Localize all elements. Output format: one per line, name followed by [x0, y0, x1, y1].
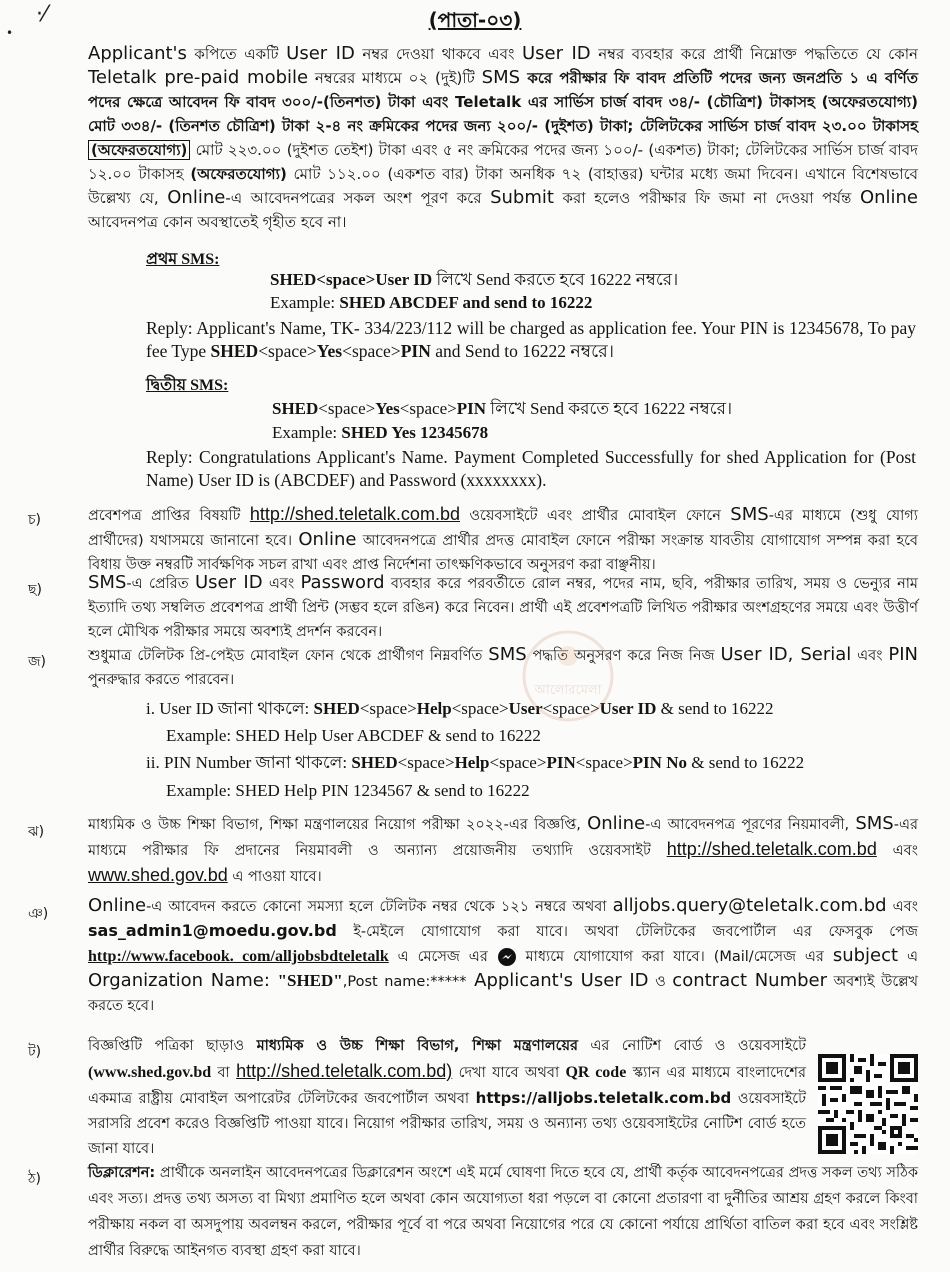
second-sms-example: Example: SHED Yes 12345678 [272, 423, 489, 442]
svg-text:আলোরমেলা: আলোরমেলা [534, 683, 602, 698]
first-sms-example: Example: SHED ABCDEF and send to 16222 [270, 293, 593, 312]
teletalk-link[interactable]: http://shed.teletalk.com.bd [249, 504, 460, 524]
teletalk-link[interactable]: http://shed.teletalk.com.bd) [236, 1061, 453, 1081]
non-refundable-box: (অফেরতযোগ্য) [88, 140, 190, 160]
email-link[interactable]: sas_admin1@moedu.gov.bd [88, 921, 337, 940]
alljobs-link[interactable]: https://alljobs.teletalk.com.bd [475, 1089, 732, 1107]
page-label: (পাতা-০৩) [428, 8, 522, 32]
section-websites: মাধ্যমিক ও উচ্চ শিক্ষা বিভাগ, শিক্ষা মন্ত্রণালয়ের নিয়োগ পরীক্ষা ২০২২-এর বিজ্ঞপ্তি, Online-এ আবেদনপত্র পূরণের নিয়মাবলী, SMS-এর মাধ্যমে পরীক্ষার ফি প্রদানের নিয়মাবলী ও অন্যান্য প্রয়োজনীয় তথ্যাদি ওয়েবসাইট http://shed.teletalk.com.bd এবং www.shed.gov.bd এ পাওয়া যাবে। [88, 813, 918, 885]
section-marker: ঠ) [28, 1171, 41, 1187]
section-qr-notice: বিজ্ঞপ্তিটি পত্রিকা ছাড়াও মাধ্যমিক ও উচ্চ শিক্ষা বিভাগ, শিক্ষা মন্ত্রণালয়ের এর নোটিশ বোর্ড ও ওয়েবসাইটে (www.shed.gov.bd বা http://shed.teletalk.com.bd) দেখা যাবে অথবা QR code স্ক্যান এর মাধ্যমে বাংলাদেশের একমাত্র রাষ্ট্রীয় মোবাইল অপারেটর টেলিটকের জবপোর্টাল অথবা https://alljobs.teletalk.com.bd ওয়েবসাইটে সরাসরি প্রবেশ করেও বিজ্ঞপ্তিটি পাওয়া যাবে। নিয়োগ পরীক্ষার তারিখ, সময় ও অন্যান্য তথ্য ওয়েবসাইটের নোটিশ বোর্ড হতে জানা যাবে। [88, 1038, 806, 1157]
scan-mark: ·⁄ [36, 2, 47, 27]
email-link[interactable]: alljobs.query@teletalk.com.bd [612, 895, 887, 916]
section-marker: ট) [28, 1044, 42, 1060]
recovery-user-id-line: i. User ID জানা থাকলে: SHED<space>Help<space>User<space>User ID & send to 16222 [146, 699, 774, 718]
teletalk-link[interactable]: http://shed.teletalk.com.bd [666, 839, 877, 859]
qr-code [818, 1054, 918, 1154]
second-sms-instruction: SHED<space>Yes<space>PIN লিখে Send করতে হবে 16222 নম্বরে। [272, 399, 733, 418]
watermark-logo [520, 628, 616, 724]
recovery-user-id-example: Example: SHED Help User ABCDEF & send to 16222 [166, 726, 541, 745]
scan-mark: • [6, 26, 14, 40]
messenger-icon [497, 947, 517, 967]
section-admit-card-notice: প্রবেশপত্র প্রাপ্তির বিষয়টি http://shed.teletalk.com.bd ওয়েবসাইটে এবং প্রার্থীর মোবাইল ফোনে SMS-এর মাধ্যমে (শুধু যোগ্য প্রার্থীদের) যথাসময়ে জানানো হবে। Online আবেদনপত্রে প্রার্থীর প্রদত্ত মোবাইল ফোনে পরীক্ষা সংক্রান্ত যাবতীয় যোগাযোগ সম্পন্ন করা হবে বিধায় উক্ত নম্বরটি সার্বক্ষণিক সচল রাখা এবং প্রাপ্ত নির্দেশনা তাৎক্ষণিকভাবে অনুসরণ করা বাঞ্ছনীয়। [88, 504, 918, 573]
section-marker: জ) [28, 654, 46, 670]
section-marker: ঝ) [28, 824, 45, 840]
recovery-pin-line: ii. PIN Number জানা থাকলে: SHED<space>Help<space>PIN<space>PIN No & send to 16222 [146, 753, 805, 772]
intro-paragraph: Applicant's কপিতে একটি User ID নম্বর দেওয়া থাকবে এবং User ID নম্বর ব্যবহার করে প্রার্থী নিম্নোক্ত পদ্ধতিতে যে কোন Teletalk pre-paid mobile নম্বরের মাধ্যমে ০২ (দুই)টি SMS করে পরীক্ষার ফি বাবদ প্রতিটি পদের জন্য জনপ্রতি ১ এ বর্ণিত পদের ক্ষেত্রে আবেদন ফি বাবদ ৩০০/-(তিনশত) টাকা এবং Teletalk এর সার্ভিস চার্জ বাবদ ৩৪/- (চৌত্রিশ) টাকাসহ (অফেরতযোগ্য) মোট ৩৩৪/- (তিনশত চৌত্রিশ) টাকা ২-৪ নং ক্রমিকের পদের জন্য ২০০/- (দুইশত) টাকা; টেলিটকের সার্ভিস চার্জ বাবদ ২৩.০০ টাকাসহ (অফেরতযোগ্য) মোট ২২৩.০০ (দুইশত তেইশ) টাকা এবং ৫ নং ক্রমিকের পদের জন্য ১০০/- (একশত) টাকা; টেলিটকের সার্ভিস চার্জ বাবদ ১২.০০ টাকাসহ (অফেরতযোগ্য) মোট ১১২.০০ (একশত বার) টাকা অনধিক ৭২ (বাহাত্তর) ঘন্টার মধ্যে জমা দিবেন। এখানে বিশেষভাবে উল্লেখ্য যে, Online-এ আবেদনপত্রের সকল অংশ পূরণ করে Submit করা হলেও পরীক্ষার ফি জমা না দেওয়া পর্যন্ত Online আবেদনপত্র কোন অবস্থাতেই গৃহীত হবে না। [88, 43, 918, 231]
first-sms-reply: Reply: Applicant's Name, TK- 334/223/112 will be charged as application fee. Your PIN is 12345678, To pay fee Type SHED<space>Yes<space>PIN and Send to 16222 নম্বরে। [146, 318, 916, 361]
section-marker: ঞ) [28, 906, 49, 922]
section-marker: ছ) [28, 582, 42, 598]
section-contact: Online-এ আবেদন করতে কোনো সমস্যা হলে টেলিটক নম্বর থেকে ১২১ নম্বরে অথবা alljobs.query@teletalk.com.bd এবং sas_admin1@moedu.gov.bd ই-মেইলে যোগাযোগ করা যাবে। অথবা টেলিটকের জবপোর্টাল এর ফেসবুক পেজ http://www.facebook. com/alljobsbdteletalk এ মেসেজ এর মাধ্যমে যোগাযোগ করা যাবে। (Mail/মেসেজ এর subject এ Organization Name: "SHED",Post name:***** Applicant's User ID ও contract Number অবশ্যই উল্লেখ করতে হবে। [88, 895, 919, 1014]
facebook-link[interactable]: http://www.facebook. com/alljobsbdteletalk [88, 948, 389, 965]
section-recovery: শুধুমাত্র টেলিটক প্রি-পেইড মোবাইল ফোন থেকে প্রার্থীগণ নিম্নবর্ণিত SMS পদ্ধতি অনুসরণ করে নিজ নিজ User ID, Serial এবং PIN পুনরুদ্ধার করতে পারবেন। [88, 644, 918, 688]
second-sms-reply: Reply: Congratulations Applicant's Name. Payment Completed Successfully for shed Application for (Post Name) User ID is (ABCDEF) and Password (xxxxxxxx). [146, 447, 916, 490]
recovery-pin-example: Example: SHED Help PIN 1234567 & send to 16222 [166, 781, 530, 800]
section-admit-card-print: SMS-এ প্রেরিত User ID এবং Password ব্যবহার করে পরবর্তীতে রোল নম্বর, পদের নাম, ছবি, পরীক্ষার তারিখ, সময় ও ভেন্যুর নাম ইত্যাদি তথ্য সম্বলিত প্রবেশপত্র প্রার্থী প্রিন্ট (সম্ভব হলে রঙিন) করে নিবেন। প্রার্থী এই প্রবেশপত্রটি লিখিত পরীক্ষার অংশগ্রহণের সময়ে এবং উত্তীর্ণ হলে মৌখিক পরীক্ষার সময়ে অবশ্যই প্রদর্শন করবেন। [88, 572, 918, 640]
section-marker: চ) [28, 512, 42, 528]
second-sms-heading: দ্বিতীয় SMS: [146, 377, 229, 394]
first-sms-heading: প্রথম SMS: [146, 251, 220, 268]
first-sms-instruction: SHED<space>User ID লিখে Send করতে হবে 16222 নম্বরে। [270, 270, 679, 289]
shed-gov-link[interactable]: www.shed.gov.bd [88, 865, 228, 885]
section-declaration: ডিক্লারেশন: প্রার্থীকে অনলাইন আবেদনপত্রের ডিক্লারেশন অংশে এই মর্মে ঘোষণা দিতে হবে যে, প্রার্থী কর্তৃক আবেদনপত্রের প্রদত্ত সকল তথ্য সঠিক এবং সত্য। প্রদত্ত তথ্য অসত্য বা মিথ্যা প্রমাণিত হলে অথবা কোন অযোগ্যতা ধরা পড়লে বা কোনো প্রতারণা বা দুর্নীতির আশ্রয় গ্রহণ করলে কিংবা পরীক্ষায় নকল বা অসদুপায় অবলম্বন করলে, পরীক্ষার পূর্বে বা পরে অথবা নিয়োগের পরে যে কোনো পর্যায়ে প্রার্থিতা বাতিল করা হবে এবং সংশ্লিষ্ট প্রার্থীর বিরুদ্ধে আইনগত ব্যবস্থা গ্রহণ করা যাবে। [88, 1165, 918, 1259]
